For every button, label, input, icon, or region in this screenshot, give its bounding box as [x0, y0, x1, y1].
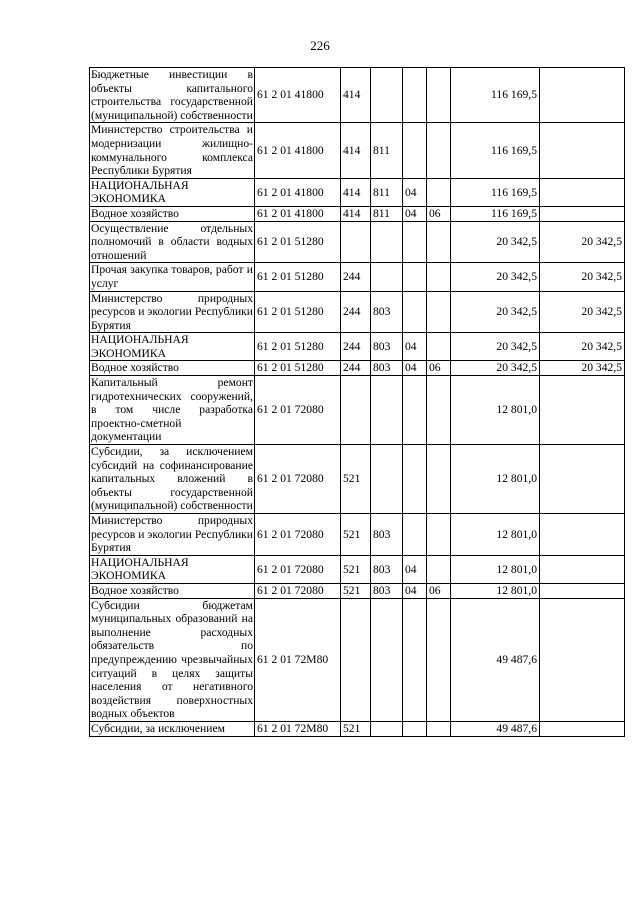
cell-sum: 20 342,5: [451, 291, 540, 333]
cell-subsection: [427, 178, 451, 206]
cell-ministry-code: 803: [371, 583, 403, 598]
cell-target-code: 61 2 01 51280: [255, 361, 341, 376]
budget-table: [89, 67, 625, 737]
cell-ministry-code: 803: [371, 514, 403, 556]
cell-subsection: 06: [427, 361, 451, 376]
cell-sum-federal: 20 342,5: [540, 361, 625, 376]
cell-name: Водное хозяйство: [90, 583, 255, 598]
table-row: [90, 263, 625, 291]
cell-section: [403, 598, 427, 721]
cell-ministry-code: 803: [371, 361, 403, 376]
cell-ministry-code: 811: [371, 178, 403, 206]
cell-target-code: 61 2 01 51280: [255, 291, 341, 333]
cell-target-code: 61 2 01 51280: [255, 221, 341, 263]
cell-target-code: 61 2 01 41800: [255, 206, 341, 221]
cell-name: Прочая закупка товаров, работ и услуг: [91, 263, 253, 290]
cell-name: Субсидии, за исключением: [90, 721, 255, 736]
cell-sum-federal: 20 342,5: [540, 221, 625, 263]
cell-subsection: [427, 333, 451, 361]
table-row: [90, 376, 625, 445]
cell-expense-type: 521: [341, 514, 371, 556]
cell-expense-type: 244: [341, 291, 371, 333]
cell-target-code: 61 2 01 72М80: [255, 721, 341, 736]
cell-section: 04: [403, 583, 427, 598]
table-row: [90, 333, 625, 361]
cell-sum: 12 801,0: [451, 583, 540, 598]
cell-sum-federal: [540, 68, 625, 123]
cell-target-code: 61 2 01 41800: [255, 178, 341, 206]
cell-expense-type: 414: [341, 206, 371, 221]
cell-sum: 49 487,6: [451, 598, 540, 721]
cell-subsection: 06: [427, 583, 451, 598]
table-row: [90, 514, 625, 556]
cell-name: Водное хозяйство: [90, 206, 255, 221]
table-row: [90, 291, 625, 333]
cell-target-code: 61 2 01 51280: [255, 333, 341, 361]
cell-sum-federal: [540, 178, 625, 206]
cell-expense-type: 244: [341, 263, 371, 291]
table-row: [90, 598, 625, 721]
cell-section: 04: [403, 206, 427, 221]
cell-section: 04: [403, 333, 427, 361]
cell-sum-federal: [540, 721, 625, 736]
cell-ministry-code: [371, 376, 403, 445]
cell-expense-type: 244: [341, 361, 371, 376]
cell-name: НАЦИОНАЛЬНАЯ ЭКОНОМИКА: [90, 333, 255, 361]
cell-name: Осуществление отдельных полномочий в области водных отношений: [91, 221, 253, 262]
cell-ministry-code: [371, 721, 403, 736]
cell-sum: 12 801,0: [451, 514, 540, 556]
cell-ministry-code: [371, 598, 403, 721]
table-row: [90, 178, 625, 206]
cell-section: [403, 721, 427, 736]
cell-target-code: 61 2 01 72080: [255, 583, 341, 598]
page-number: 226: [310, 38, 330, 53]
cell-expense-type: [341, 221, 371, 263]
cell-target-code: 61 2 01 72080: [255, 514, 341, 556]
cell-sum: 12 801,0: [451, 555, 540, 583]
cell-subsection: [427, 291, 451, 333]
cell-subsection: [427, 555, 451, 583]
cell-expense-type: 414: [341, 178, 371, 206]
cell-sum-federal: [540, 445, 625, 514]
cell-sum-federal: [540, 583, 625, 598]
cell-target-code: 61 2 01 41800: [255, 68, 341, 123]
cell-subsection: [427, 376, 451, 445]
cell-name: Бюджетные инвестиции в объекты капитального строительства государственной (муниципальной) собственности: [91, 68, 253, 122]
table-row: [90, 68, 625, 123]
cell-target-code: 61 2 01 72080: [255, 445, 341, 514]
cell-target-code: 61 2 01 51280: [255, 263, 341, 291]
cell-sum-federal: 20 342,5: [540, 291, 625, 333]
cell-subsection: [427, 445, 451, 514]
cell-sum-federal: [540, 376, 625, 445]
cell-ministry-code: 803: [371, 555, 403, 583]
cell-subsection: [427, 721, 451, 736]
cell-section: [403, 445, 427, 514]
cell-ministry-code: 811: [371, 206, 403, 221]
cell-sum: 20 342,5: [451, 361, 540, 376]
cell-name: НАЦИОНАЛЬНАЯ ЭКОНОМИКА: [90, 555, 255, 583]
cell-sum: 116 169,5: [451, 123, 540, 178]
cell-ministry-code: [371, 445, 403, 514]
cell-name: Субсидии бюджетам муниципальных образований на выполнение расходных обязательств по предупреждению чрезвычайных ситуаций в целях защиты населения от негативного воздействия поверхностных водных объектов: [91, 598, 253, 721]
cell-section: [403, 123, 427, 178]
cell-section: [403, 291, 427, 333]
table-row: [90, 721, 625, 736]
cell-sum-federal: 20 342,5: [540, 333, 625, 361]
cell-ministry-code: 803: [371, 333, 403, 361]
cell-sum: 116 169,5: [451, 68, 540, 123]
cell-name: Министерство природных ресурсов и экологии Республики Бурятия: [91, 291, 253, 332]
cell-expense-type: 414: [341, 68, 371, 123]
cell-target-code: 61 2 01 72080: [255, 555, 341, 583]
cell-sum: 20 342,5: [451, 221, 540, 263]
cell-expense-type: 521: [341, 721, 371, 736]
cell-name: Капитальный ремонт гидротехнических сооружений, в том числе разработка проектно-сметной документации: [91, 376, 253, 444]
table-row: [90, 583, 625, 598]
cell-name: НАЦИОНАЛЬНАЯ ЭКОНОМИКА: [90, 178, 255, 206]
cell-section: [403, 376, 427, 445]
table-row: [90, 445, 625, 514]
cell-section: [403, 263, 427, 291]
cell-name: Министерство природных ресурсов и экологии Республики Бурятия: [91, 514, 253, 555]
cell-sum: 116 169,5: [451, 206, 540, 221]
cell-sum-federal: [540, 555, 625, 583]
cell-sum: 20 342,5: [451, 333, 540, 361]
cell-name: Субсидии, за исключением субсидий на софинансирование капитальных вложений в объекты государственной (муниципальной) собственности: [91, 445, 253, 513]
cell-ministry-code: [371, 221, 403, 263]
cell-section: 04: [403, 178, 427, 206]
cell-subsection: [427, 514, 451, 556]
cell-sum: 20 342,5: [451, 263, 540, 291]
cell-expense-type: [341, 376, 371, 445]
table-row: [90, 123, 625, 178]
cell-section: [403, 514, 427, 556]
cell-sum-federal: [540, 598, 625, 721]
cell-expense-type: 521: [341, 445, 371, 514]
cell-sum-federal: 20 342,5: [540, 263, 625, 291]
cell-subsection: [427, 263, 451, 291]
cell-section: 04: [403, 361, 427, 376]
cell-ministry-code: 811: [371, 123, 403, 178]
cell-section: [403, 221, 427, 263]
cell-expense-type: [341, 598, 371, 721]
cell-ministry-code: 803: [371, 291, 403, 333]
cell-sum-federal: [540, 123, 625, 178]
cell-ministry-code: [371, 68, 403, 123]
cell-sum: 12 801,0: [451, 445, 540, 514]
cell-name: Водное хозяйство: [90, 361, 255, 376]
cell-expense-type: 414: [341, 123, 371, 178]
cell-sum-federal: [540, 514, 625, 556]
cell-sum-federal: [540, 206, 625, 221]
cell-expense-type: 521: [341, 555, 371, 583]
table-row: [90, 221, 625, 263]
cell-target-code: 61 2 01 41800: [255, 123, 341, 178]
cell-name: Министерство строительства и модернизации жилищно-коммунального комплекса Республики Бурятия: [91, 123, 253, 178]
table-row: [90, 206, 625, 221]
table-row: [90, 555, 625, 583]
cell-subsection: [427, 123, 451, 178]
cell-ministry-code: [371, 263, 403, 291]
cell-target-code: 61 2 01 72080: [255, 376, 341, 445]
cell-subsection: [427, 598, 451, 721]
cell-sum: 12 801,0: [451, 376, 540, 445]
cell-expense-type: 521: [341, 583, 371, 598]
cell-target-code: 61 2 01 72М80: [255, 598, 341, 721]
cell-sum: 49 487,6: [451, 721, 540, 736]
cell-subsection: [427, 68, 451, 123]
cell-section: 04: [403, 555, 427, 583]
cell-subsection: [427, 221, 451, 263]
cell-section: [403, 68, 427, 123]
cell-subsection: 06: [427, 206, 451, 221]
cell-sum: 116 169,5: [451, 178, 540, 206]
table-body: [90, 68, 625, 737]
cell-expense-type: 244: [341, 333, 371, 361]
table-row: [90, 361, 625, 376]
